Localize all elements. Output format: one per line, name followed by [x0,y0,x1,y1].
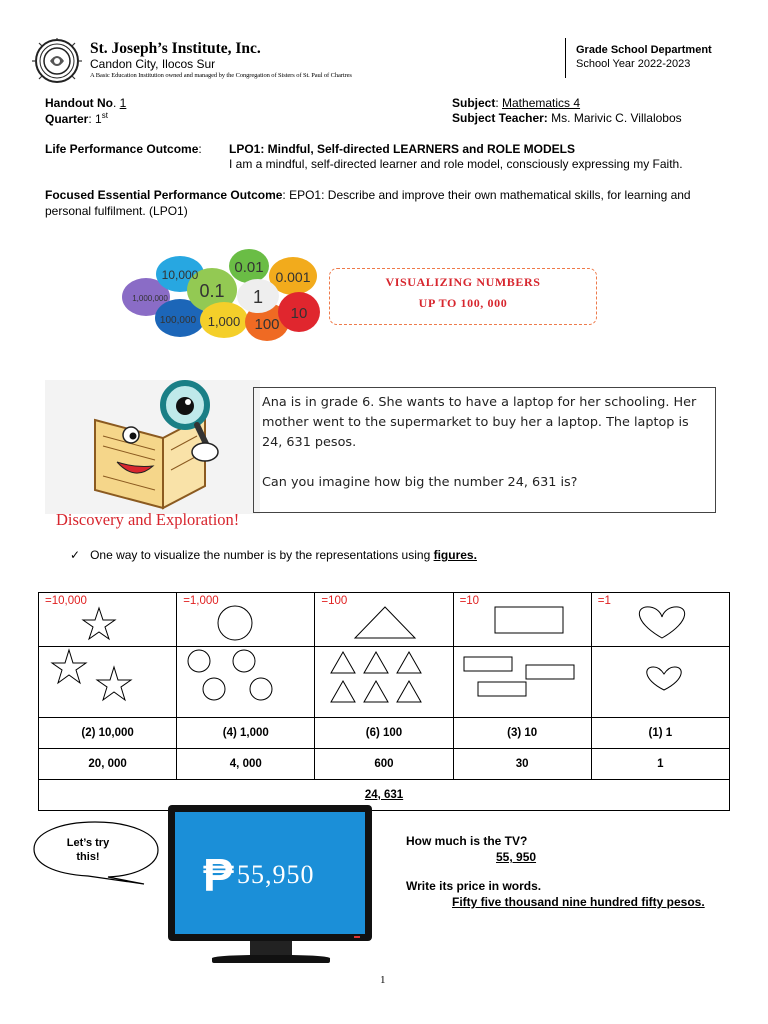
try-bubble-line-2: this! [76,851,100,863]
subject-value: Mathematics 4 [502,96,581,110]
teacher-label: Subject Teacher: [452,111,548,125]
subject-line: Subject: Mathematics 4 [452,96,581,110]
try-bubble-text [48,836,128,864]
triangle-icon [315,593,453,646]
bubble-label: 1,000,000 [132,294,168,303]
header-label: =100 [321,595,348,607]
try-bubble-line-1: Let’s try [66,837,110,849]
lpo-label-line: Life Performance Outcome: [45,142,202,156]
total-value: 24, 631 [364,789,404,801]
answer-2: Fifty five thousand nine hundred fifty pesos. [452,895,705,909]
figures-cell-circles [177,647,315,718]
header-label: =10,000 [45,595,87,607]
lpo-label: Life Performance Outcome [45,142,199,156]
teacher-line [452,111,682,125]
figures-link: figures. [433,548,477,562]
handout-number: 1 [119,96,127,110]
story-question: Can you imagine how big the number 24, 631 is? [262,475,578,490]
tv-screen [175,812,365,934]
lpo-title: LPO1: Mindful, Self-directed LEARNERS and ROLE MODELS [229,142,576,156]
heart-icon [592,593,730,646]
bubble-label: 0.001 [275,269,311,285]
epo-text-1: : EPO1: Describe and improve their own mathematical skills, for learning and [282,188,691,202]
tv-price: 55,950 [237,860,315,889]
figures-intro-text: One way to visualize the number is by the representations using [90,548,434,562]
peso-sign-icon: ₱ [203,849,234,901]
figures-cell-triangles [315,647,453,718]
teacher-value: Ms. Marivic C. Villalobos [551,111,682,125]
bubble-label: 100,000 [159,315,197,326]
count-cell: (6) 100 [315,718,453,749]
question-1: How much is the TV? [406,834,528,848]
tv-power-led [354,936,360,938]
bubble-label: 10 [290,305,308,322]
number-bubbles-illustration [120,246,330,350]
bubble-label: 100 [254,316,280,333]
tv-stand-base [212,955,330,963]
visualizing-numbers-box [329,268,597,325]
checkmark-icon: ✓ [70,548,81,562]
tv-stand-neck [250,941,292,955]
count-cell: (1) 1 [591,718,729,749]
handout-line: Handout No. 1 [45,96,127,110]
header-cell-1000 [177,593,315,647]
value-cell: 600 [315,749,453,780]
institution-location: Candon City, Ilocos Sur [90,57,216,71]
value-cell: 4, 000 [177,749,315,780]
header-label: =10 [459,595,480,607]
visualizing-line-2: UP TO 100, 000 [418,296,508,310]
figures-cell-stars [39,647,177,718]
epo-text-2: personal fulfilment. (LPO1) [45,204,188,218]
circle-icon [177,593,315,646]
story-paragraph: Ana is in grade 6. She wants to have a laptop for her schooling. Her mother went to the supermarket to buy her a laptop. The laptop is 24, 631 pesos. [262,395,697,450]
count-cell: (2) 10,000 [39,718,177,749]
quarter-suffix: st [101,111,108,120]
quarter-label: Quarter [45,112,89,126]
department-label: Grade School Department [576,44,712,56]
header-divider [565,38,566,78]
bubble-label: 1,000 [207,314,241,329]
quarter-line: Quarter: 1st [45,111,108,126]
story-box [253,387,716,513]
figures-cell-rectangles [453,647,591,718]
three-rectangles-icon [454,647,592,714]
header-cell-100 [315,593,453,647]
heart-icon [592,647,730,714]
figures-cell-heart [591,647,729,718]
rectangle-icon [454,593,592,646]
lpo-text: I am a mindful, self-directed learner and role model, consciously expressing my Faith. [229,157,683,171]
epo-label: Focused Essential Performance Outcome [45,188,283,202]
count-cell: (3) 10 [453,718,591,749]
value-cell: 30 [453,749,591,780]
quarter-number: 1 [95,112,102,126]
bubble-label: 0.1 [199,281,225,301]
institution-name: St. Joseph’s Institute, Inc. [90,40,261,57]
handout-label: Handout No [45,96,113,110]
four-circles-icon [177,647,315,714]
school-seal-logo [30,38,84,84]
bubble-label: 1 [252,287,264,307]
tv-frame [168,805,372,941]
header-label: =1 [597,595,611,607]
count-cell: (4) 1,000 [177,718,315,749]
header-cell-1 [591,593,729,647]
question-2: Write its price in words. [406,879,542,893]
six-triangles-icon [315,647,453,714]
discovery-heading: Discovery and Exploration! [56,510,240,529]
book-magnifier-illustration [45,380,260,514]
total-cell [39,780,730,811]
value-cell: 1 [591,749,729,780]
header-label: =1,000 [183,595,219,607]
header-cell-10000 [39,593,177,647]
star-icon [39,593,177,646]
bubble-label: 10,000 [161,268,199,282]
answer-1: 55, 950 [496,850,537,864]
figures-intro [70,548,477,562]
school-year: School Year 2022-2023 [576,58,691,70]
value-cell: 20, 000 [39,749,177,780]
page-number: 1 [380,974,386,986]
two-stars-icon [39,647,177,714]
epo-block [45,187,725,219]
bubble-label: 0.01 [234,259,264,276]
header-cell-10 [453,593,591,647]
visualizing-line-1: VISUALIZING NUMBERS [385,275,541,289]
institution-tagline: A Basic Education Institution owned and managed by the Congregation of Sisters of St. Paul of Chartres [90,72,352,79]
subject-label: Subject [452,96,496,110]
figures-table [38,592,730,811]
